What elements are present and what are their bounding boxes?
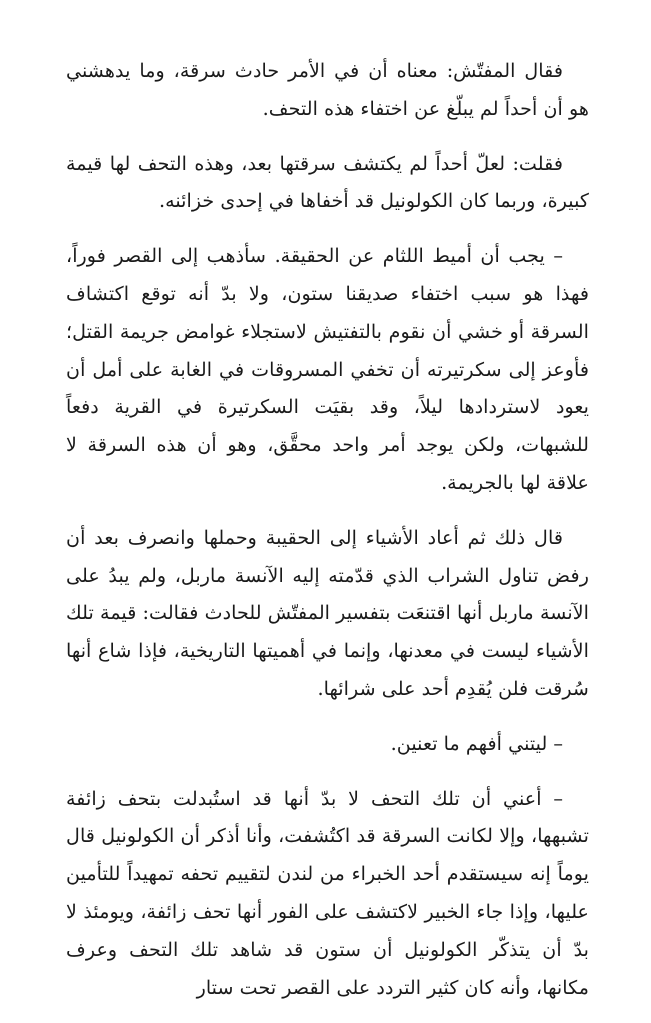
paragraph-6: – أعني أن تلك التحف لا بدّ أنها قد استُبدلت بتحف زائفة تشبهها، وإلا لكانت السرقة قد اكتُشفت، وأنا أذكر أن الكولونيل قال يوماً إنه سيستقدم أحد الخبراء من لندن لتقييم تحفه تمهيداً للتأمين عليها، وإذا جاء الخبير لاكتشف على الفور أنها تحف زائفة، ويومئذ لا بدّ أن يتذكّر الكولونيل أن ستون قد شاهد تلك التحف وعرف مكانها، وأنه كان كثير التردد على القصر تحت ستار: [66, 786, 589, 999]
paragraph-5: – ليتني أفهم ما تعنين.: [390, 731, 563, 755]
paragraph-1: فقال المفتّش: معناه أن في الأمر حادث سرقة، وما يدهشني هو أن أحداً لم يبلّغ عن اختفاء هذه التحف.: [66, 59, 589, 120]
paragraph-3: – يجب أن أميط اللثام عن الحقيقة. سأذهب إلى القصر فوراً، فهذا هو سبب اختفاء صديقنا ستون، ولا بدّ أنه توقع اكتشاف السرقة أو خشي أن نقوم بالتفتيش لاستجلاء غوامض جريمة القتل؛ فأوعز إلى سكرتيرته أن تخفي المسروقات في الغابة على أمل أن يعود لاستردادها ليلاً، وقد بقيَت السكرتيرة في القرية دفعاً للشبهات، ولكن يوجد أمر واحد محقَّق، وهو أن هذه السرقة لا علاقة لها بالجريمة.: [66, 244, 589, 494]
book-page: [66, 52, 589, 1023]
paragraph-4: قال ذلك ثم أعاد الأشياء إلى الحقيبة وحملها وانصرف بعد أن رفض تناول الشراب الذي قدّمته إليه الآنسة ماربل، ولم يبدُ على الآنسة ماربل أنها اقتنعَت بتفسير المفتّش للحادث فقالت: قيمة تلك الأشياء ليست في معدنها، وإنما في أهميتها التاريخية، فإذا شاع أنها سُرقت فلن يُقدِم أحد على شرائها.: [66, 525, 589, 700]
paragraph-2: فقلت: لعلّ أحداً لم يكتشف سرقتها بعد، وهذه التحف لها قيمة كبيرة، وربما كان الكولونيل قد أخفاها في إحدى خزائنه.: [66, 151, 589, 213]
